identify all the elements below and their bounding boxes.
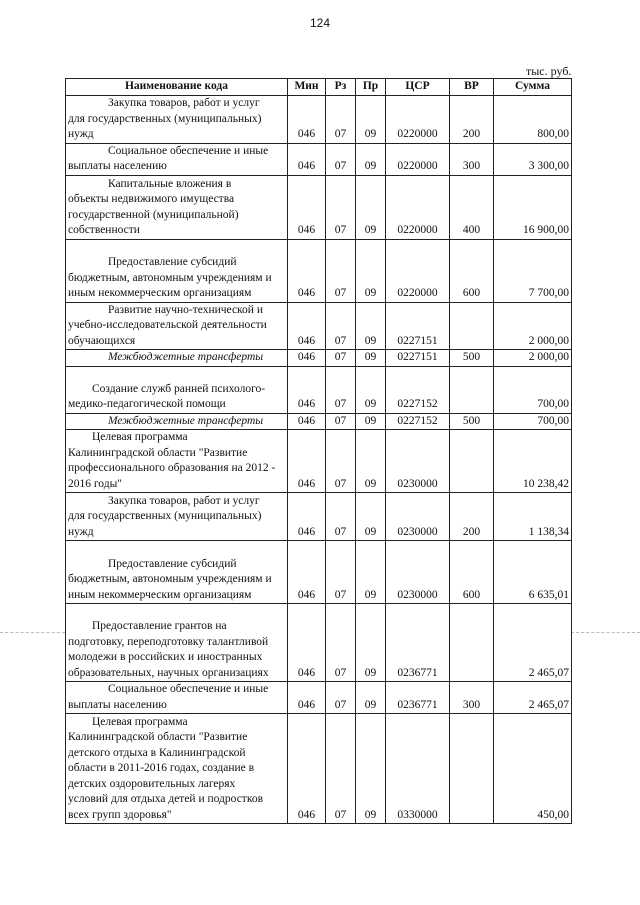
row-pr: 09 bbox=[356, 175, 386, 239]
row-min: 046 bbox=[288, 541, 326, 604]
row-sum: 450,00 bbox=[494, 714, 572, 824]
row-vr bbox=[450, 430, 494, 493]
budget-table bbox=[65, 78, 572, 824]
row-pr: 09 bbox=[356, 350, 386, 367]
table-header-row bbox=[66, 79, 572, 96]
row-vr: 600 bbox=[450, 239, 494, 302]
row-min: 046 bbox=[288, 604, 326, 682]
row-rz: 07 bbox=[326, 714, 356, 824]
row-csr: 0220000 bbox=[386, 143, 450, 175]
row-sum: 800,00 bbox=[494, 95, 572, 143]
row-rz: 07 bbox=[326, 413, 356, 430]
row-pr: 09 bbox=[356, 413, 386, 430]
row-sum: 2 000,00 bbox=[494, 350, 572, 367]
row-csr: 0220000 bbox=[386, 239, 450, 302]
row-csr: 0330000 bbox=[386, 714, 450, 824]
row-sum: 16 900,00 bbox=[494, 175, 572, 239]
row-sum: 7 700,00 bbox=[494, 239, 572, 302]
column-header-name: Наименование кода bbox=[66, 79, 288, 96]
row-name: Предоставление субсидий бюджетным, автономным учреждениям и иным некоммерческим организациям bbox=[66, 541, 288, 604]
scan-artifact-line bbox=[0, 632, 65, 633]
row-pr: 09 bbox=[356, 714, 386, 824]
row-pr: 09 bbox=[356, 604, 386, 682]
row-name: Межбюджетные трансферты bbox=[66, 350, 288, 367]
row-csr: 0227152 bbox=[386, 366, 450, 413]
row-sum: 700,00 bbox=[494, 366, 572, 413]
row-min: 046 bbox=[288, 143, 326, 175]
row-pr: 09 bbox=[356, 430, 386, 493]
row-min: 046 bbox=[288, 239, 326, 302]
page-number: 124 bbox=[309, 16, 331, 30]
row-pr: 09 bbox=[356, 302, 386, 350]
row-csr: 0236771 bbox=[386, 682, 450, 714]
column-header-sum: Сумма bbox=[494, 79, 572, 96]
table-row bbox=[66, 714, 572, 824]
row-min: 046 bbox=[288, 95, 326, 143]
row-csr: 0230000 bbox=[386, 541, 450, 604]
row-vr: 300 bbox=[450, 682, 494, 714]
row-vr bbox=[450, 604, 494, 682]
row-rz: 07 bbox=[326, 430, 356, 493]
row-vr: 200 bbox=[450, 95, 494, 143]
row-rz: 07 bbox=[326, 493, 356, 541]
table-row bbox=[66, 95, 572, 143]
row-min: 046 bbox=[288, 350, 326, 367]
row-vr: 300 bbox=[450, 143, 494, 175]
row-csr: 0220000 bbox=[386, 95, 450, 143]
row-vr: 600 bbox=[450, 541, 494, 604]
row-name: Социальное обеспечение и иные выплаты населению bbox=[66, 143, 288, 175]
table-row bbox=[66, 604, 572, 682]
row-sum: 1 138,34 bbox=[494, 493, 572, 541]
row-rz: 07 bbox=[326, 366, 356, 413]
row-sum: 6 635,01 bbox=[494, 541, 572, 604]
row-csr: 0227152 bbox=[386, 413, 450, 430]
row-pr: 09 bbox=[356, 493, 386, 541]
row-pr: 09 bbox=[356, 239, 386, 302]
row-min: 046 bbox=[288, 430, 326, 493]
row-csr: 0220000 bbox=[386, 175, 450, 239]
table-row bbox=[66, 143, 572, 175]
table-row bbox=[66, 366, 572, 413]
row-csr: 0227151 bbox=[386, 350, 450, 367]
row-name: Предоставление грантов на подготовку, переподготовку талантливой молодежи в российских и иностранных образовательных, научных организациях bbox=[66, 604, 288, 682]
table-row bbox=[66, 430, 572, 493]
row-vr: 400 bbox=[450, 175, 494, 239]
row-csr: 0236771 bbox=[386, 604, 450, 682]
row-vr: 500 bbox=[450, 350, 494, 367]
row-min: 046 bbox=[288, 413, 326, 430]
column-header-pr: Пр bbox=[356, 79, 386, 96]
row-rz: 07 bbox=[326, 239, 356, 302]
table-row bbox=[66, 239, 572, 302]
table-row bbox=[66, 302, 572, 350]
row-pr: 09 bbox=[356, 682, 386, 714]
row-rz: 07 bbox=[326, 541, 356, 604]
table-row bbox=[66, 682, 572, 714]
row-sum: 700,00 bbox=[494, 413, 572, 430]
row-sum: 2 000,00 bbox=[494, 302, 572, 350]
row-min: 046 bbox=[288, 493, 326, 541]
row-rz: 07 bbox=[326, 350, 356, 367]
table-row bbox=[66, 493, 572, 541]
row-csr: 0230000 bbox=[386, 493, 450, 541]
row-sum: 3 300,00 bbox=[494, 143, 572, 175]
row-csr: 0227151 bbox=[386, 302, 450, 350]
row-rz: 07 bbox=[326, 175, 356, 239]
row-name: Капитальные вложения в объекты недвижимого имущества государственной (муниципальной) собственности bbox=[66, 175, 288, 239]
row-vr: 500 bbox=[450, 413, 494, 430]
table-row bbox=[66, 413, 572, 430]
row-sum: 2 465,07 bbox=[494, 682, 572, 714]
row-name: Развитие научно-технической и учебно-исследовательской деятельности обучающихся bbox=[66, 302, 288, 350]
row-sum: 10 238,42 bbox=[494, 430, 572, 493]
row-name: Целевая программа Калининградской области "Развитие профессионального образования на 2012 - 2016 годы" bbox=[66, 430, 288, 493]
row-pr: 09 bbox=[356, 366, 386, 413]
row-vr bbox=[450, 366, 494, 413]
row-name: Предоставление субсидий бюджетным, автономным учреждениям и иным некоммерческим организациям bbox=[66, 239, 288, 302]
row-rz: 07 bbox=[326, 604, 356, 682]
row-min: 046 bbox=[288, 175, 326, 239]
row-pr: 09 bbox=[356, 95, 386, 143]
column-header-rz: Рз bbox=[326, 79, 356, 96]
row-min: 046 bbox=[288, 366, 326, 413]
row-name: Закупка товаров, работ и услуг для государственных (муниципальных) нужд bbox=[66, 95, 288, 143]
row-name: Закупка товаров, работ и услуг для государственных (муниципальных) нужд bbox=[66, 493, 288, 541]
row-min: 046 bbox=[288, 302, 326, 350]
row-pr: 09 bbox=[356, 541, 386, 604]
scan-artifact-line bbox=[571, 632, 640, 633]
column-header-min: Мин bbox=[288, 79, 326, 96]
table-row bbox=[66, 175, 572, 239]
table-row bbox=[66, 541, 572, 604]
row-vr bbox=[450, 714, 494, 824]
column-header-vr: ВР bbox=[450, 79, 494, 96]
row-min: 046 bbox=[288, 682, 326, 714]
row-min: 046 bbox=[288, 714, 326, 824]
row-name: Создание служб ранней психолого- медико-педагогической помощи bbox=[66, 366, 288, 413]
row-rz: 07 bbox=[326, 143, 356, 175]
row-rz: 07 bbox=[326, 682, 356, 714]
row-sum: 2 465,07 bbox=[494, 604, 572, 682]
row-vr bbox=[450, 302, 494, 350]
row-rz: 07 bbox=[326, 302, 356, 350]
row-csr: 0230000 bbox=[386, 430, 450, 493]
row-pr: 09 bbox=[356, 143, 386, 175]
column-header-csr: ЦСР bbox=[386, 79, 450, 96]
table-row bbox=[66, 350, 572, 367]
row-rz: 07 bbox=[326, 95, 356, 143]
row-vr: 200 bbox=[450, 493, 494, 541]
unit-label: тыс. руб. bbox=[526, 64, 572, 78]
row-name: Межбюджетные трансферты bbox=[66, 413, 288, 430]
row-name: Целевая программа Калининградской области "Развитие детского отдыха в Калининградской области в 2011-2016 годах, создание в детских оздоровительных лагерях условий для отдыха детей и подростков всех групп здоровья" bbox=[66, 714, 288, 824]
row-name: Социальное обеспечение и иные выплаты населению bbox=[66, 682, 288, 714]
